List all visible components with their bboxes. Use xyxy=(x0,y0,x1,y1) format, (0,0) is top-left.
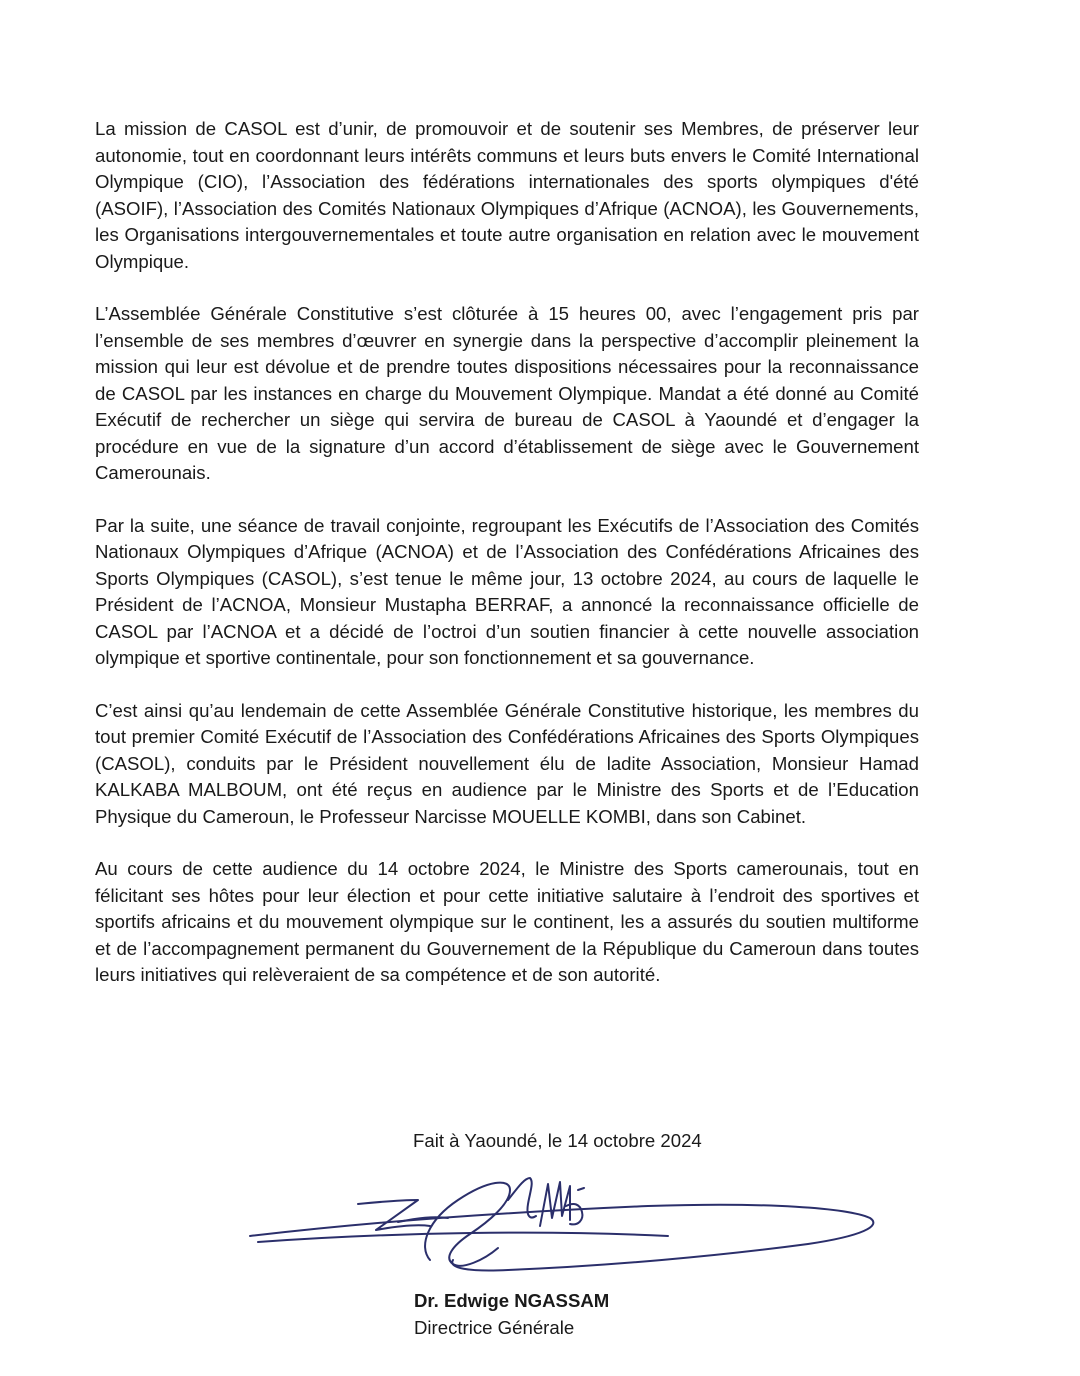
paragraph-minister-audience: C’est ainsi qu’au lendemain de cette Assemblée Générale Constitutive historique, les membres du tout premier Comité Exécutif de l’Association des Confédérations Africaines des Sports Olympiques (CASOL), conduits par le Président nouvellement élu de ladite Association, Monsieur Hamad KALKABA MALBOUM, ont été reçus en audience par le Ministre des Sports et de l’Education Physique du Cameroun, le Professeur Narcisse MOUELLE KOMBI, dans son Cabinet. xyxy=(95,699,919,827)
paragraph-minister-support: Au cours de cette audience du 14 octobre 2024, le Ministre des Sports camerounais, tout en félicitant ses hôtes pour leur élection et pour cette initiative salutaire à l’endroit des sportives et sportifs africains et du mouvement olympique sur le continent, les a assurés du soutien multiforme et de l’accompagnement permanent du Gouvernement de la République du Cameroun dans toutes leurs initiatives qui relèveraient de sa compétence et de son autorité. xyxy=(95,858,919,985)
paragraph-closing-assembly: L’Assemblée Générale Constitutive s’est clôturée à 15 heures 00, avec l’engagement pris par l’ensemble de ses membres d’œuvrer en synergie dans la perspective d’accomplir pleinement la mission qui leur est dévolue et de prendre toutes dispositions nécessaires pour la reconnaissance de CASOL par les instances en charge du Mouvement Olympique. Mandat a été donné au Comité Exécutif de rechercher un siège qui servira de bureau de CASOL à Yaoundé et d’engager la procédure en vue de la signature d’un accord d’établissement de siège avec le Gouvernement Camerounais. xyxy=(95,303,919,483)
signatory-title: Directrice Générale xyxy=(414,1317,575,1338)
signatory-name: Dr. Edwige NGASSAM xyxy=(414,1290,610,1311)
paragraph-joint-session: Par la suite, une séance de travail conjointe, regroupant les Exécutifs de l’Association des Comités Nationaux Olympiques d’Afrique (ACNOA) et de l’Association des Confédérations Africaines des Sports Olympiques (CASOL), s’est tenue le même jour, 13 octobre 2024, au cours de laquelle le Président de l’ACNOA, Monsieur Mustapha BERRAF, a annoncé la reconnaissance officielle de CASOL par l’ACNOA et a décidé de l’octroi d’un soutien financier à cette nouvelle association olympique et sportive continentale, pour son fonctionnement et sa gouvernance. xyxy=(95,514,919,668)
handwritten-signature xyxy=(248,1160,888,1290)
place-date: Fait à Yaoundé, le 14 octobre 2024 xyxy=(413,1130,702,1151)
paragraph-mission: La mission de CASOL est d’unir, de promouvoir et de soutenir ses Membres, de préserver leur autonomie, tout en coordonnant leurs intérêts communs et leurs buts envers le Comité International Olympique (CIO), l’Association des fédérations internationales des sports olympiques d'été (ASOIF), l’Association des Comités Nationaux Olympiques d’Afrique (ACNOA), les Gouvernements, les Organisations intergouvernementales et toute autre organisation en relation avec le mouvement Olympique. xyxy=(95,118,919,272)
letter-body xyxy=(95,116,919,989)
